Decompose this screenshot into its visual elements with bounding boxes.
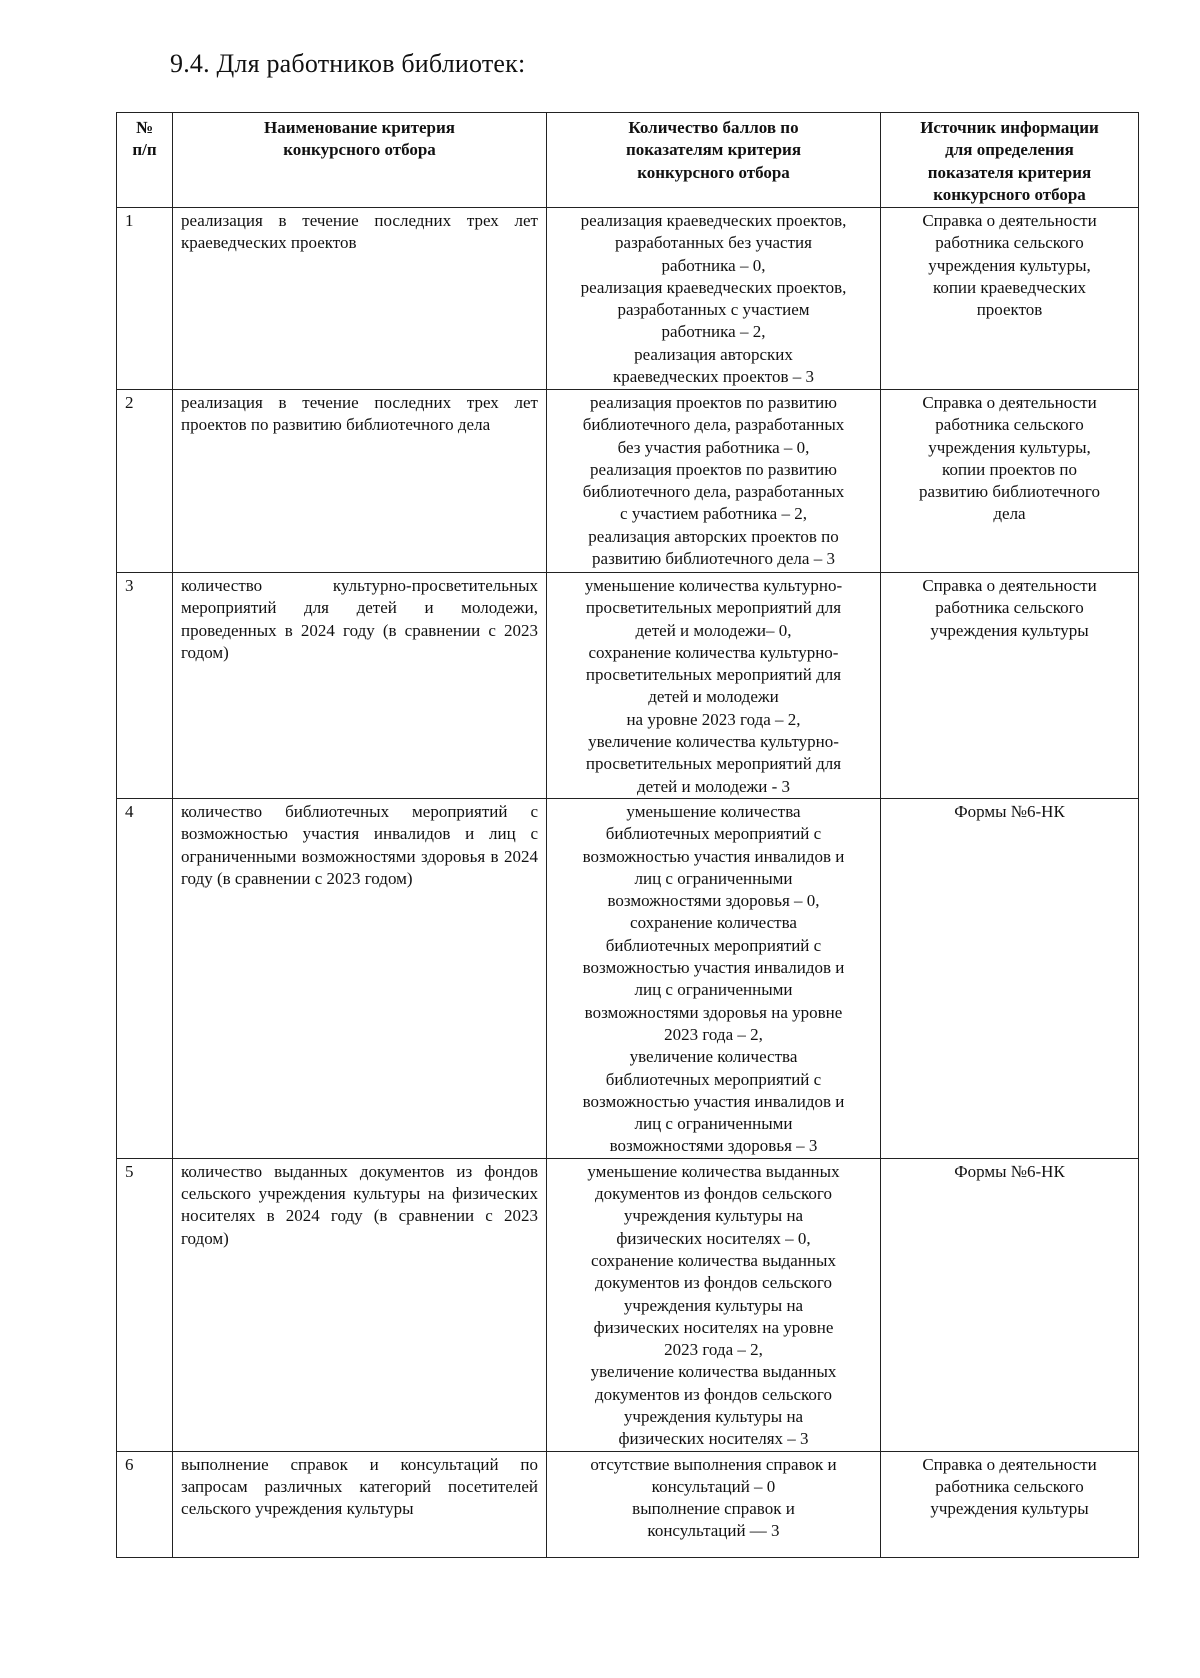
points-line: увеличение количества — [629, 1047, 798, 1067]
points-line: увеличение количества выданных — [590, 1362, 837, 1382]
points-line: выполнение справок и — [632, 1499, 795, 1519]
row-number: 6 — [117, 1451, 173, 1557]
source-line: Формы №6-НК — [954, 801, 1065, 821]
criterion-points — [547, 1158, 881, 1451]
criterion-name: количество библиотечных мероприятий с возможностью участия инвалидов и лиц с ограниченными возможностями здоровья в 2024 году (в сравнении с 2023 годом) — [173, 798, 547, 1158]
points-line: возможностью участия инвалидов и — [582, 846, 845, 866]
points-line: сохранение количества культурно- — [588, 642, 839, 662]
header-line: конкурсного отбора — [933, 184, 1086, 204]
points-line: учреждения культуры на — [623, 1295, 804, 1315]
header-line: Наименование критерия — [264, 118, 455, 137]
points-line: разработанных с участием — [617, 300, 810, 320]
points-line: учреждения культуры на — [623, 1206, 804, 1226]
source-line: копии проектов по — [942, 459, 1077, 479]
points-line: просветительных мероприятий для — [585, 665, 842, 685]
points-line: библиотечных мероприятий с — [605, 935, 822, 955]
points-line: возможностью участия инвалидов и — [582, 1091, 845, 1111]
header-line: № — [135, 118, 154, 137]
source-line: развитию библиотечного — [919, 482, 1100, 502]
points-line: реализация авторских проектов по — [588, 526, 839, 546]
source-line: учреждения культуры — [930, 620, 1089, 640]
points-line: сохранение количества — [630, 913, 797, 933]
points-line: с участием работника – 2, — [620, 504, 807, 524]
points-line: детей и молодежи — [648, 687, 779, 707]
info-source — [881, 1451, 1139, 1557]
points-line: документов из фондов сельского — [595, 1384, 832, 1404]
criterion-name: реализация в течение последних трех лет краеведческих проектов — [173, 208, 547, 390]
row-number: 4 — [117, 798, 173, 1158]
source-line: Справка о деятельности — [922, 393, 1097, 412]
header-source — [881, 113, 1139, 208]
source-line: дела — [993, 504, 1026, 524]
points-line: увеличение количества культурно- — [588, 732, 839, 752]
header-line: п/п — [132, 140, 157, 160]
points-line: возможностями здоровья – 0, — [607, 891, 820, 911]
points-line: сохранение количества выданных — [591, 1250, 836, 1270]
row-number: 3 — [117, 573, 173, 799]
source-line: работника сельского — [935, 1476, 1084, 1496]
source-line: Справка о деятельности — [922, 211, 1097, 230]
points-line: возможностями здоровья – 3 — [609, 1136, 818, 1156]
info-source — [881, 390, 1139, 573]
source-line: учреждения культуры — [930, 1499, 1089, 1519]
points-line: физических носителях на уровне — [593, 1317, 834, 1337]
header-name — [173, 113, 547, 208]
points-line: просветительных мероприятий для — [585, 754, 842, 774]
points-line: 2023 года – 2, — [664, 1024, 763, 1044]
row-number: 2 — [117, 390, 173, 573]
header-line: Источник информации — [920, 118, 1099, 137]
header-line: конкурсного отбора — [637, 162, 790, 182]
info-source — [881, 798, 1139, 1158]
header-points — [547, 113, 881, 208]
table-row — [117, 1158, 1139, 1451]
table-row — [117, 798, 1139, 1158]
points-line: работника – 0, — [661, 255, 766, 275]
points-line: лиц с ограниченными — [634, 868, 793, 888]
criterion-points — [547, 208, 881, 390]
criterion-name: количество выданных документов из фондов сельского учреждения культуры на физических носителях в 2024 году (в сравнении с 2023 годом) — [173, 1158, 547, 1451]
points-line: развитию библиотечного дела – 3 — [592, 549, 835, 569]
points-line: разработанных без участия — [615, 233, 812, 253]
info-source — [881, 208, 1139, 390]
header-line: конкурсного отбора — [283, 140, 436, 160]
points-line: реализация проектов по развитию — [590, 459, 837, 479]
row-number: 5 — [117, 1158, 173, 1451]
criterion-points — [547, 573, 881, 799]
points-line: детей и молодежи– 0, — [635, 620, 792, 640]
criteria-table — [116, 112, 1139, 1558]
header-line: показателям критерия — [625, 140, 802, 160]
source-line: учреждения культуры, — [928, 437, 1091, 457]
row-number: 1 — [117, 208, 173, 390]
source-line: работника сельского — [935, 598, 1084, 618]
points-line: реализация авторских — [634, 344, 793, 364]
points-line: просветительных мероприятий для — [585, 598, 842, 618]
table-row — [117, 573, 1139, 799]
source-line: учреждения культуры, — [928, 255, 1091, 275]
points-line: уменьшение количества выданных — [587, 1161, 840, 1181]
header-line: для определения — [945, 140, 1074, 160]
points-line: уменьшение количества — [626, 801, 801, 821]
section-heading: 9.4. Для работников библиотек: — [170, 49, 526, 78]
points-line: консультаций — 3 — [647, 1521, 780, 1541]
table-body — [117, 208, 1139, 1558]
table-row — [117, 1451, 1139, 1557]
info-source — [881, 1158, 1139, 1451]
points-line: лиц с ограниченными — [634, 1114, 793, 1134]
criterion-name: количество культурно-просветительных мероприятий для детей и молодежи, проведенных в 2024 году (в сравнении с 2023 годом) — [173, 573, 547, 799]
source-line: Справка о деятельности — [922, 576, 1097, 595]
points-line: детей и молодежи - 3 — [636, 776, 791, 796]
points-line: 2023 года – 2, — [664, 1340, 763, 1360]
points-line: реализация краеведческих проектов, — [580, 277, 847, 297]
points-line: без участия работника – 0, — [617, 437, 810, 457]
points-line: документов из фондов сельского — [595, 1184, 832, 1204]
source-line: работника сельского — [935, 233, 1084, 253]
points-line: физических носителях – 3 — [618, 1429, 809, 1449]
header-line: Количество баллов по — [628, 118, 799, 137]
source-line: проектов — [976, 300, 1043, 320]
criterion-points — [547, 390, 881, 573]
criterion-name: выполнение справок и консультаций по запросам различных категорий посетителей сельского учреждения культуры — [173, 1451, 547, 1557]
points-line: возможностями здоровья на уровне — [584, 1002, 843, 1022]
table-row — [117, 208, 1139, 390]
points-line: документов из фондов сельского — [595, 1273, 832, 1293]
points-line: лиц с ограниченными — [634, 980, 793, 1000]
points-line: учреждения культуры на — [623, 1406, 804, 1426]
header-line: показателя критерия — [927, 162, 1092, 182]
table-header-row — [117, 113, 1139, 208]
table-row — [117, 390, 1139, 573]
points-line: реализация краеведческих проектов, — [580, 211, 847, 230]
criterion-points — [547, 1451, 881, 1557]
source-line: копии краеведческих — [932, 277, 1087, 297]
points-line: отсутствие выполнения справок и — [590, 1454, 837, 1474]
source-line: Справка о деятельности — [922, 1454, 1097, 1474]
source-line: работника сельского — [935, 415, 1084, 435]
header-num — [117, 113, 173, 208]
info-source — [881, 573, 1139, 799]
points-line: на уровне 2023 года – 2, — [626, 709, 801, 729]
points-line: библиотечных мероприятий с — [605, 824, 822, 844]
points-line: краеведческих проектов – 3 — [612, 367, 815, 387]
criterion-points — [547, 798, 881, 1158]
source-line: Формы №6-НК — [954, 1161, 1065, 1181]
points-line: библиотечных мероприятий с — [605, 1069, 822, 1089]
points-line: работника – 2, — [661, 322, 766, 342]
criterion-name: реализация в течение последних трех лет проектов по развитию библиотечного дела — [173, 390, 547, 573]
points-line: уменьшение количества культурно- — [584, 576, 843, 595]
points-line: возможностью участия инвалидов и — [582, 958, 845, 978]
points-line: физических носителях – 0, — [616, 1228, 811, 1248]
points-line: библиотечного дела, разработанных — [582, 415, 845, 435]
points-line: консультаций – 0 — [651, 1476, 776, 1496]
points-line: реализация проектов по развитию — [590, 393, 837, 412]
points-line: библиотечного дела, разработанных — [582, 482, 845, 502]
